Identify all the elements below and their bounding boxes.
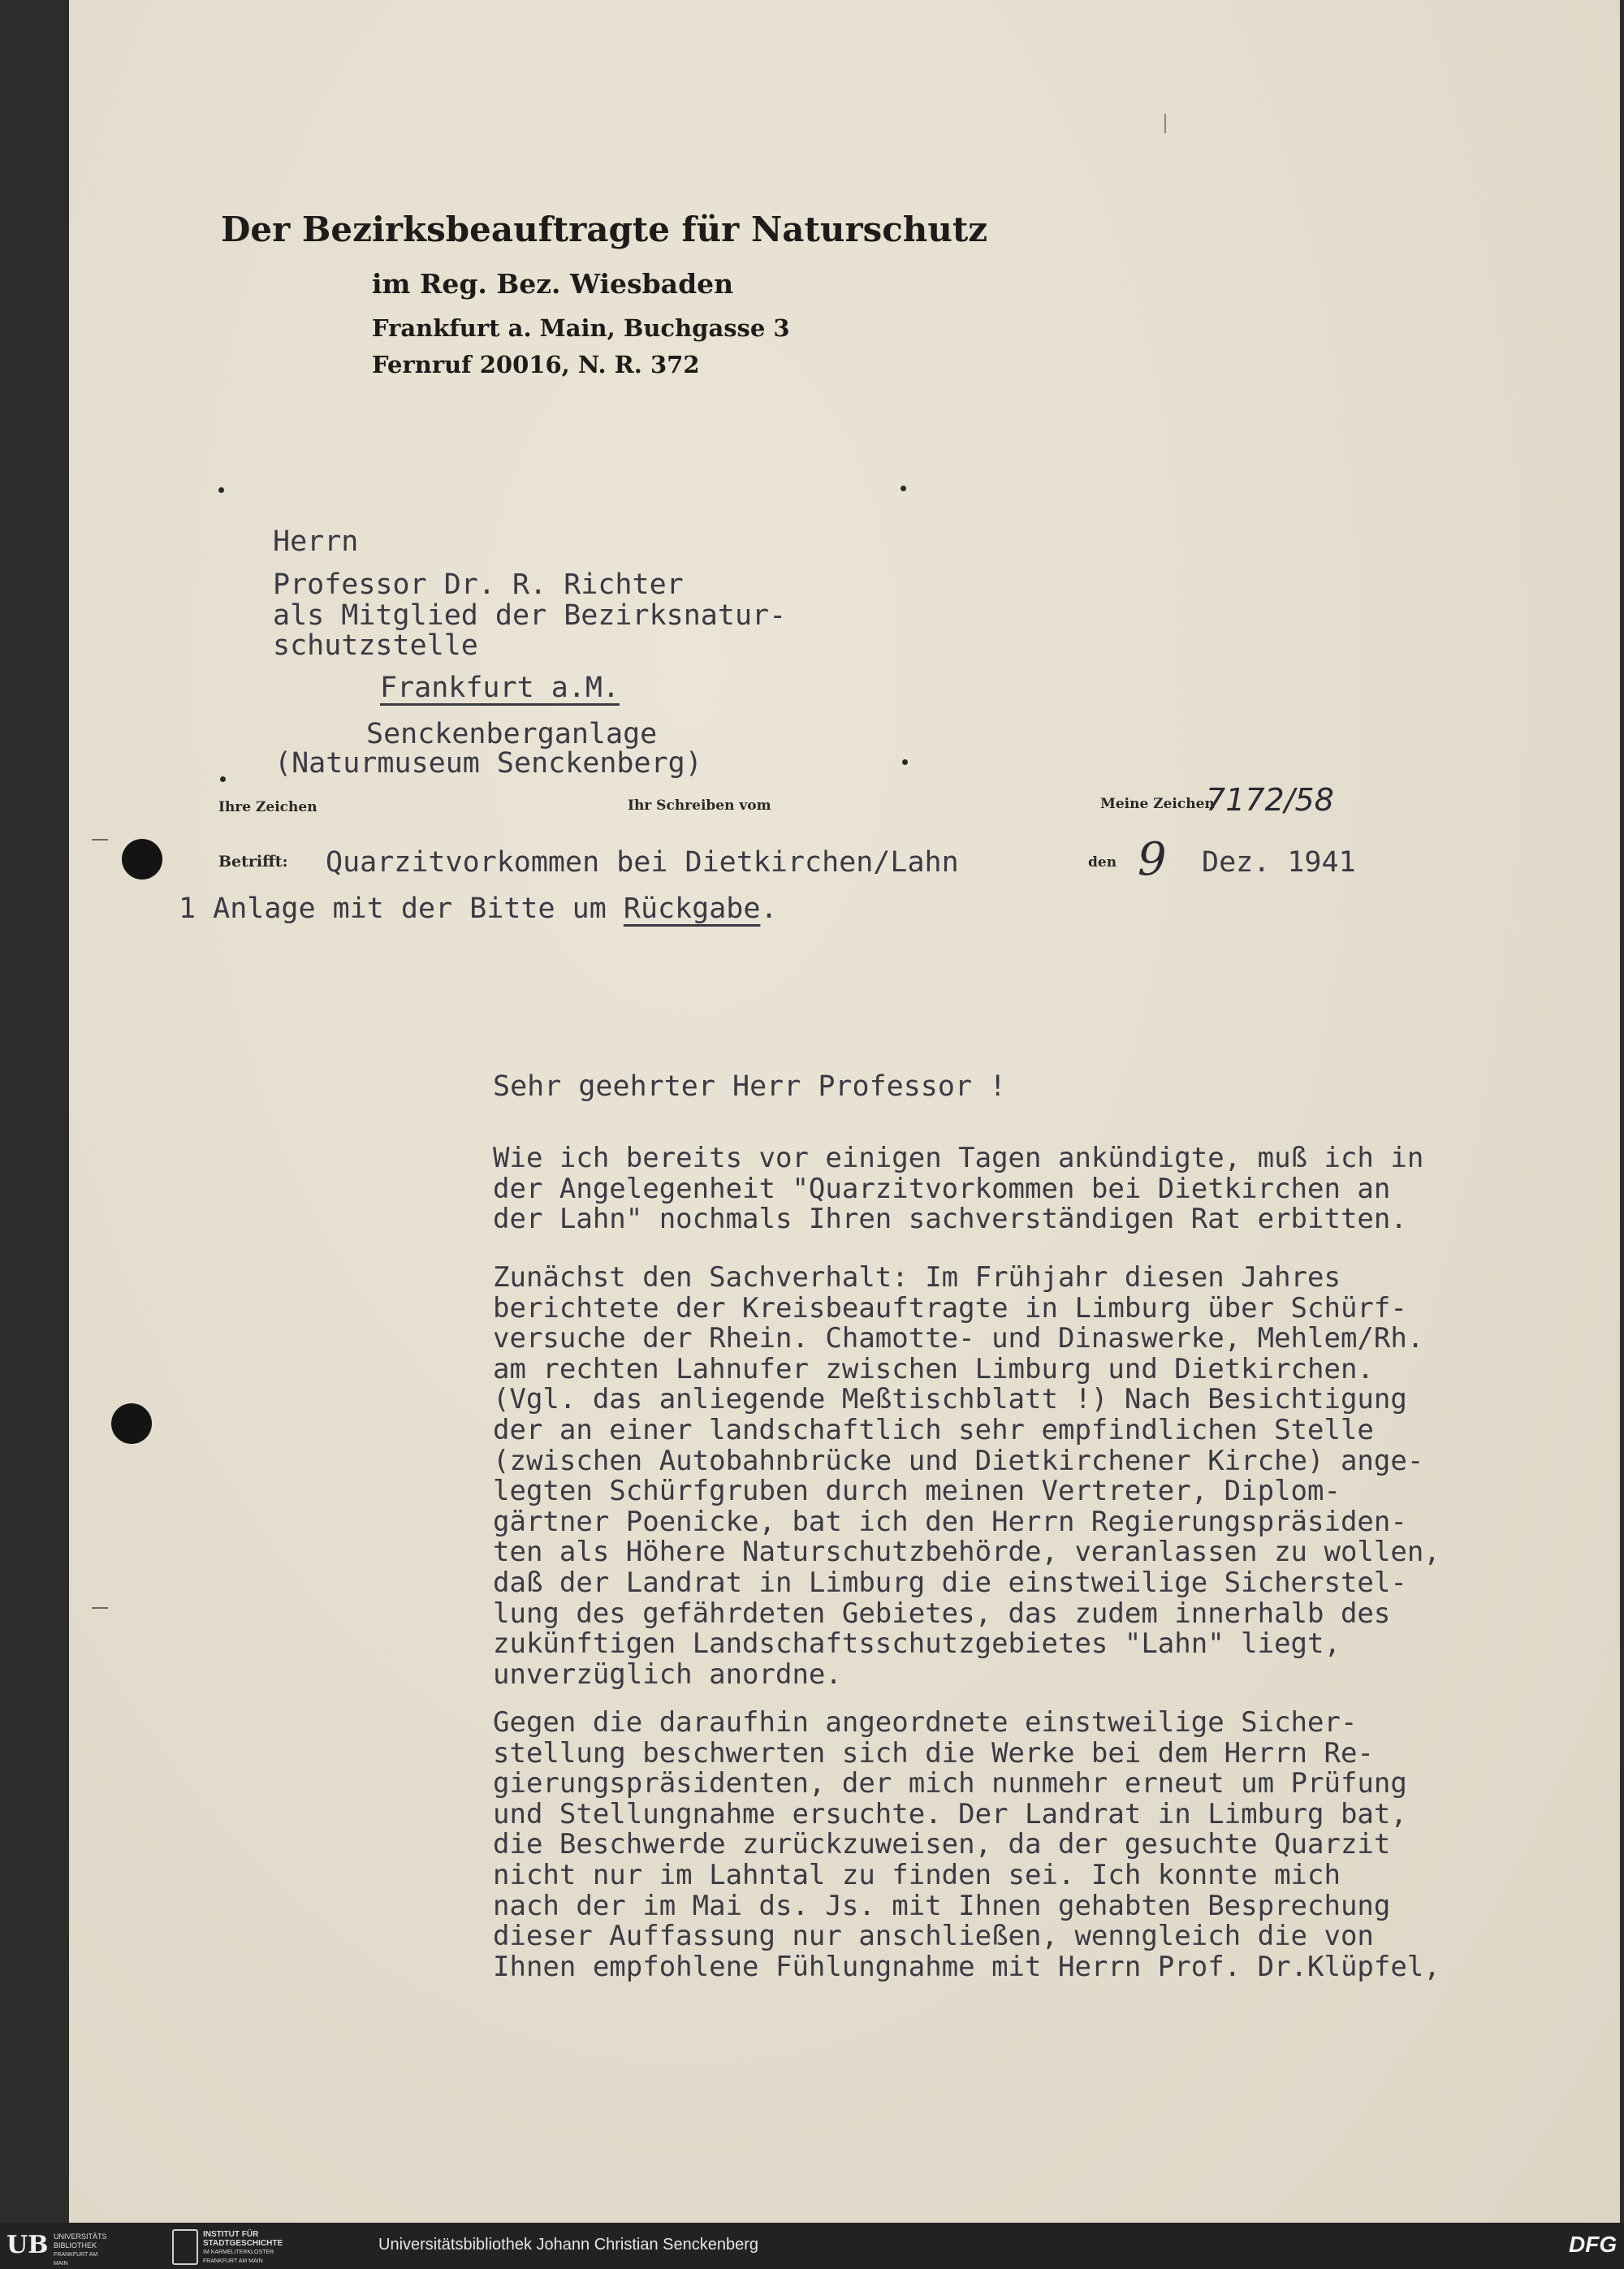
body-line: gierungspräsidenten, der mich nunmehr erneut um Prüfung — [493, 1767, 1407, 1800]
meine-zeichen-value: 7172/58 — [1206, 782, 1334, 818]
body-paragraph-3 — [493, 1708, 1573, 1982]
recipient-salutation: Herrn — [273, 525, 359, 558]
body-line: berichtete der Kreisbeauftragte in Limburg über Schürf- — [493, 1291, 1407, 1325]
institute-building-icon — [172, 2229, 198, 2265]
institute-logo-line: FRANKFURT AM MAIN — [203, 2258, 263, 2264]
institute-logo-line: INSTITUT FÜR — [203, 2230, 259, 2239]
recipient-street: Senckenberganlage — [366, 718, 658, 750]
body-line: und Stellungnahme ersuchte. Der Landrat in Limburg bat, — [493, 1797, 1407, 1830]
letter-page — [69, 0, 1620, 2223]
institute-logo-text — [203, 2230, 283, 2266]
punch-hole-upper — [122, 839, 162, 880]
dfg-logo: DFG — [1569, 2232, 1618, 2257]
body-line: der an einer landschaftlich sehr empfindlichen Stelle — [493, 1413, 1374, 1446]
footer-bar — [0, 2223, 1624, 2269]
institute-logo-line: STADTGESCHICHTE — [203, 2239, 283, 2248]
recipient-role-line2: schutzstelle — [273, 629, 478, 662]
punch-hole-lower — [111, 1403, 152, 1444]
body-line: nach der im Mai ds. Js. mit Ihnen gehabten Besprechung — [493, 1889, 1391, 1922]
body-line: stellung beschwerten sich die Werke bei dem Herrn Re- — [493, 1736, 1374, 1770]
body-line: der Lahn" nochmals Ihren sachverständigen Rat erbitten. — [493, 1203, 1407, 1236]
date-month-year: Dez. 1941 — [1202, 846, 1356, 879]
ihre-zeichen-label: Ihre Zeichen — [218, 799, 317, 815]
body-line: am rechten Lahnufer zwischen Limburg und Dietkirchen. — [493, 1352, 1374, 1385]
greeting: Sehr geehrter Herr Professor ! — [493, 1070, 1007, 1103]
window-mark-top-left — [218, 487, 224, 493]
letterhead-title: Der Bezirksbeauftragte für Naturschutz — [221, 210, 988, 249]
body-line: (Vgl. das anliegende Meßtischblatt !) Nach Besichtigung — [493, 1383, 1407, 1416]
letterhead-address: Frankfurt a. Main, Buchgasse 3 — [372, 314, 790, 342]
body-line: der Angelegenheit "Quarzitvorkommen bei Dietkirchen an — [493, 1172, 1391, 1205]
window-mark-top-right — [901, 486, 906, 491]
meine-zeichen-label: Meine Zeichen — [1100, 796, 1215, 812]
body-line: Ihnen empfohlene Fühlungnahme mit Herrn Prof. Dr.Klüpfel, — [493, 1950, 1440, 1983]
body-line: zukünftigen Landschaftsschutzgebietes "Lahn" liegt, — [493, 1627, 1341, 1661]
fold-mark-lower — [92, 1607, 108, 1609]
body-line: die Beschwerde zurückzuweisen, da der gesuchte Quarzit — [493, 1828, 1391, 1861]
ihr-schreiben-label: Ihr Schreiben vom — [628, 797, 771, 814]
enclosure-text: 1 Anlage mit der Bitte um — [179, 892, 624, 925]
recipient-name: Professor Dr. R. Richter — [273, 568, 684, 601]
footer-library-name: Universitätsbibliothek Johann Christian Senckenberg — [378, 2236, 759, 2254]
window-mark-bottom-left — [220, 776, 226, 782]
window-mark-bottom-right — [902, 759, 908, 765]
body-line: Wie ich bereits vor einigen Tagen ankündigte, muß ich in — [493, 1142, 1424, 1174]
recipient-city: Frankfurt a.M. — [380, 672, 620, 704]
body-line: ten als Höhere Naturschutzbehörde, veranlassen zu wollen, — [493, 1536, 1440, 1569]
body-line: lung des gefährdeten Gebietes, das zudem innerhalb des — [493, 1597, 1391, 1630]
ub-logo-text-line: BIBLIOTHEK — [54, 2241, 97, 2250]
body-line: gärtner Poenicke, bat ich den Herrn Regierungspräsiden- — [493, 1505, 1407, 1538]
ub-logo-text-line: UNIVERSITÄTS — [54, 2232, 107, 2241]
institute-logo-line: IM KARMELITERKLOSTER — [203, 2250, 274, 2255]
body-line: Zunächst den Sachverhalt: Im Frühjahr diesen Jahres — [493, 1261, 1341, 1294]
body-line: daß der Landrat in Limburg die einstweilige Sicherstel- — [493, 1566, 1407, 1599]
ub-logo-text — [54, 2232, 107, 2268]
body-line: (zwischen Autobahnbrücke und Dietkirchener Kirche) ange- — [493, 1444, 1424, 1477]
ub-logo-letters: UB — [6, 2231, 49, 2259]
date-den-label: den — [1088, 854, 1117, 871]
top-edge-mark — [1164, 114, 1166, 133]
body-line: legten Schürfgruben durch meinen Vertreter, Diplom- — [493, 1475, 1341, 1508]
recipient-role-line1: als Mitglied der Bezirksnatur- — [273, 599, 787, 632]
body-paragraph-2 — [493, 1263, 1573, 1690]
ub-logo — [6, 2228, 107, 2267]
body-line: dieser Auffassung nur anschließen, wenngleich die von — [493, 1920, 1374, 1953]
enclosure-period: . — [760, 892, 778, 925]
body-line: Gegen die daraufhin angeordnete einstweilige Sicher- — [493, 1706, 1358, 1739]
letterhead-district: im Reg. Bez. Wiesbaden — [372, 268, 734, 300]
enclosure-note — [179, 892, 778, 925]
date-day-handwritten: 9 — [1138, 833, 1167, 886]
fold-mark-upper — [92, 839, 108, 841]
recipient-institution: (Naturmuseum Senckenberg) — [274, 747, 702, 780]
betrifft-value: Quarzitvorkommen bei Dietkirchen/Lahn — [326, 846, 959, 879]
body-line: nicht nur im Lahntal zu finden sei. Ich konnte mich — [493, 1858, 1341, 1891]
body-line: unverzüglich anordne. — [493, 1657, 842, 1691]
letterhead-phone: Fernruf 20016, N. R. 372 — [372, 351, 700, 378]
enclosure-return-word: Rückgabe — [623, 892, 761, 925]
ub-logo-text-line: FRANKFURT AM MAIN — [54, 2252, 98, 2267]
body-line: versuche der Rhein. Chamotte- und Dinaswerke, Mehlem/Rh. — [493, 1322, 1424, 1355]
body-paragraph-1 — [493, 1143, 1573, 1235]
betrifft-label: Betrifft: — [218, 853, 288, 871]
